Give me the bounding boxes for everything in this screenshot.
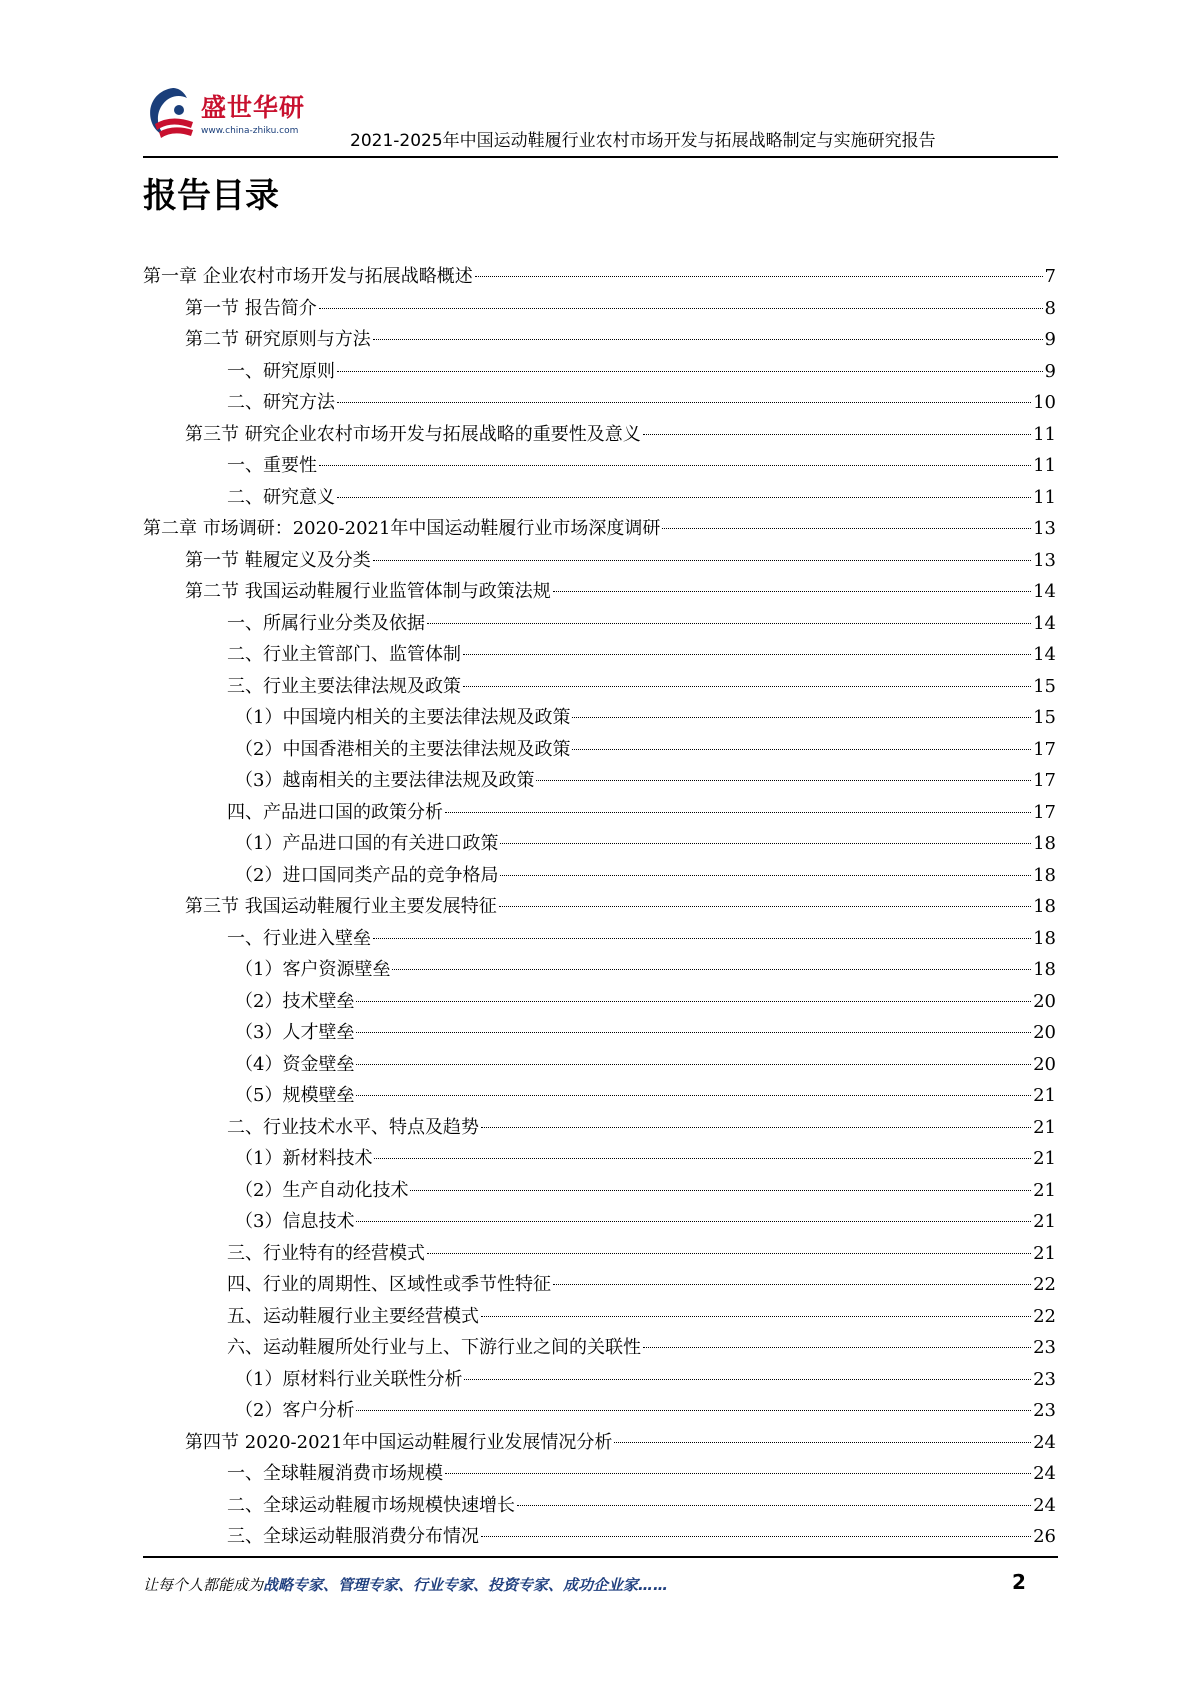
toc-entry-page: 21 [1033, 1148, 1056, 1169]
toc-entry[interactable] [143, 1206, 1056, 1238]
toc-entry[interactable] [143, 1143, 1056, 1175]
header-divider [143, 156, 1058, 158]
toc-entry-page: 23 [1033, 1368, 1056, 1390]
toc-entry-title: 第二节 我国运动鞋履行业监管体制与政策法规 [185, 581, 551, 602]
toc-entry[interactable] [143, 608, 1056, 640]
toc-entry[interactable] [143, 1395, 1056, 1427]
toc-dot-leader [373, 339, 1043, 340]
toc-entry-page: 15 [1033, 707, 1056, 728]
toc-dot-leader [553, 1284, 1031, 1285]
toc-dot-leader [662, 528, 1031, 529]
toc-entry-page: 18 [1033, 896, 1056, 917]
toc-dot-leader [536, 780, 1031, 781]
toc-entry-title: 第四节 2020-2021年中国运动鞋履行业发展情况分析 [185, 1431, 613, 1453]
toc-entry[interactable] [143, 1427, 1056, 1459]
toc-entry[interactable] [143, 954, 1056, 986]
toc-entry[interactable] [143, 1269, 1056, 1301]
company-logo [143, 84, 313, 146]
toc-entry[interactable] [143, 356, 1056, 388]
toc-dot-leader [572, 717, 1031, 718]
toc-dot-leader [356, 1221, 1031, 1222]
toc-dot-leader [427, 1253, 1031, 1254]
toc-entry-title: （2）客户分析 [235, 1400, 355, 1421]
toc-entry-page: 11 [1033, 455, 1056, 476]
toc-entry[interactable] [143, 450, 1056, 482]
toc-entry-title: （4）资金壁垒 [235, 1053, 355, 1075]
toc-entry[interactable] [143, 1175, 1056, 1207]
toc-entry-title: 一、所属行业分类及依据 [227, 612, 425, 634]
toc-entry[interactable] [143, 671, 1056, 703]
toc-entry[interactable] [143, 891, 1056, 923]
toc-entry-page: 24 [1033, 1431, 1056, 1453]
toc-entry-page: 23 [1033, 1400, 1056, 1421]
toc-dot-leader [356, 1064, 1031, 1065]
toc-dot-leader [463, 686, 1031, 687]
toc-entry-title: （2）中国香港相关的主要法律法规及政策 [235, 738, 571, 760]
toc-heading: 报告目录 [143, 176, 279, 216]
toc-entry-page: 21 [1033, 1116, 1056, 1138]
toc-entry-title: 二、研究意义 [227, 486, 335, 508]
toc-dot-leader [445, 1473, 1031, 1474]
toc-dot-leader [373, 938, 1031, 939]
toc-entry-title: （2）进口国同类产品的竞争格局 [235, 864, 499, 886]
toc-dot-leader [410, 1190, 1031, 1191]
toc-entry-page: 18 [1033, 864, 1056, 886]
toc-entry-page: 17 [1033, 770, 1056, 791]
toc-entry-page: 11 [1033, 486, 1056, 508]
toc-entry[interactable] [143, 545, 1056, 577]
toc-entry-page: 14 [1033, 644, 1056, 665]
toc-entry-title: 第三节 研究企业农村市场开发与拓展战略的重要性及意义 [185, 423, 641, 445]
toc-entry-page: 17 [1033, 801, 1056, 823]
toc-entry-title: 四、行业的周期性、区域性或季节性特征 [227, 1274, 551, 1295]
toc-dot-leader [319, 465, 1031, 466]
footer-slogan-highlight: 战略专家、管理专家、行业专家、投资专家、成功企业家…… [263, 1576, 669, 1594]
footer-slogan [143, 1574, 668, 1595]
toc-entry-page: 22 [1033, 1274, 1056, 1295]
toc-entry-page: 26 [1033, 1526, 1056, 1547]
toc-entry-page: 21 [1033, 1242, 1056, 1264]
toc-dot-leader [392, 969, 1031, 970]
toc-entry[interactable] [143, 860, 1056, 892]
toc-entry-page: 7 [1044, 266, 1056, 287]
toc-entry-page: 9 [1044, 360, 1056, 382]
report-title: 2021-2025年中国运动鞋履行业农村市场开发与拓展战略制定与实施研究报告 [350, 131, 936, 151]
toc-entry-title: 第一章 企业农村市场开发与拓展战略概述 [143, 266, 473, 287]
toc-dot-leader [481, 1316, 1031, 1317]
toc-entry-page: 24 [1033, 1494, 1056, 1516]
toc-entry[interactable] [143, 513, 1056, 545]
toc-dot-leader [337, 497, 1031, 498]
toc-entry-title: 二、行业主管部门、监管体制 [227, 644, 461, 665]
toc-entry-page: 20 [1033, 990, 1056, 1012]
toc-entry[interactable] [143, 828, 1056, 860]
toc-entry-title: （5）规模壁垒 [235, 1085, 355, 1106]
toc-entry[interactable] [143, 576, 1056, 608]
toc-entry[interactable] [143, 1364, 1056, 1396]
toc-entry[interactable] [143, 1080, 1056, 1112]
toc-entry-title: 第一节 报告简介 [185, 297, 317, 319]
toc-entry-title: （3）人才壁垒 [235, 1022, 355, 1043]
toc-entry[interactable] [143, 639, 1056, 671]
toc-entry[interactable] [143, 765, 1056, 797]
toc-dot-leader [643, 434, 1031, 435]
toc-entry-title: 一、重要性 [227, 455, 317, 476]
toc-entry-page: 18 [1033, 959, 1056, 980]
toc-entry[interactable] [143, 923, 1056, 955]
toc-entry-page: 21 [1033, 1085, 1056, 1106]
toc-entry[interactable] [143, 1521, 1056, 1553]
toc-entry[interactable] [143, 1490, 1056, 1522]
toc-entry-title: （2）技术壁垒 [235, 990, 355, 1012]
toc-dot-leader [427, 623, 1031, 624]
toc-entry[interactable] [143, 986, 1056, 1018]
toc-entry-title: 二、全球运动鞋履市场规模快速增长 [227, 1494, 515, 1516]
toc-dot-leader [481, 1536, 1031, 1537]
toc-entry[interactable] [143, 324, 1056, 356]
toc-entry-title: 四、产品进口国的政策分析 [227, 801, 443, 823]
toc-entry[interactable] [143, 387, 1056, 419]
toc-dot-leader [319, 308, 1043, 309]
toc-dot-leader [500, 843, 1031, 844]
toc-entry-title: 一、行业进入壁垒 [227, 927, 371, 949]
toc-entry[interactable] [143, 734, 1056, 766]
page-number: 2 [1012, 1570, 1026, 1594]
toc-entry[interactable] [143, 1332, 1056, 1364]
toc-entry-title: （1）产品进口国的有关进口政策 [235, 833, 499, 854]
toc-entry-title: 三、全球运动鞋服消费分布情况 [227, 1526, 479, 1547]
toc-entry[interactable] [143, 702, 1056, 734]
toc-entry-title: 第一节 鞋履定义及分类 [185, 549, 371, 571]
toc-entry-page: 11 [1033, 423, 1056, 445]
footer-slogan-prefix: 让每个人都能成为 [143, 1576, 264, 1594]
toc-dot-leader [517, 1505, 1031, 1506]
toc-dot-leader [475, 276, 1043, 277]
toc-dot-leader [572, 749, 1031, 750]
toc-entry-title: 五、运动鞋履行业主要经营模式 [227, 1305, 479, 1327]
toc-dot-leader [499, 906, 1031, 907]
toc-dot-leader [356, 1032, 1031, 1033]
toc-dot-leader [356, 1095, 1031, 1096]
toc-entry-page: 20 [1033, 1022, 1056, 1043]
toc-entry-title: （1）中国境内相关的主要法律法规及政策 [235, 707, 571, 728]
toc-entry[interactable] [143, 1049, 1056, 1081]
toc-entry-page: 17 [1033, 738, 1056, 760]
toc-entry[interactable] [143, 1458, 1056, 1490]
toc-entry-page: 24 [1033, 1463, 1056, 1484]
toc-entry-title: 第二章 市场调研：2020-2021年中国运动鞋履行业市场深度调研 [143, 518, 661, 539]
toc-entry-title: 三、行业特有的经营模式 [227, 1242, 425, 1264]
toc-entry-title: （1）原材料行业关联性分析 [235, 1368, 463, 1390]
toc-entry-title: （1）客户资源壁垒 [235, 959, 391, 980]
table-of-contents [143, 261, 1056, 1553]
toc-dot-leader [373, 560, 1031, 561]
toc-entry-title: 六、运动鞋履所处行业与上、下游行业之间的关联性 [227, 1337, 641, 1358]
toc-entry[interactable] [143, 1017, 1056, 1049]
toc-entry-page: 9 [1044, 329, 1056, 350]
toc-entry[interactable] [143, 1301, 1056, 1333]
toc-dot-leader [481, 1127, 1031, 1128]
toc-entry-page: 13 [1033, 549, 1056, 571]
toc-entry-title: （2）生产自动化技术 [235, 1179, 409, 1201]
toc-entry-page: 13 [1033, 518, 1056, 539]
toc-entry[interactable] [143, 261, 1056, 293]
toc-entry-page: 23 [1033, 1337, 1056, 1358]
toc-entry[interactable] [143, 797, 1056, 829]
toc-entry[interactable] [143, 1112, 1056, 1144]
toc-entry-page: 10 [1033, 392, 1056, 413]
toc-entry-page: 20 [1033, 1053, 1056, 1075]
toc-entry-page: 15 [1033, 675, 1056, 697]
toc-entry[interactable] [143, 1238, 1056, 1270]
toc-dot-leader [500, 875, 1031, 876]
toc-dot-leader [356, 1001, 1031, 1002]
toc-entry[interactable] [143, 482, 1056, 514]
toc-dot-leader [374, 1158, 1031, 1159]
toc-dot-leader [337, 371, 1043, 372]
page-header [0, 0, 1191, 160]
toc-entry-title: 第三节 我国运动鞋履行业主要发展特征 [185, 896, 497, 917]
toc-entry-title: （3）越南相关的主要法律法规及政策 [235, 770, 535, 791]
toc-dot-leader [614, 1442, 1031, 1443]
toc-entry-page: 21 [1033, 1211, 1056, 1232]
toc-entry-title: 一、全球鞋履消费市场规模 [227, 1463, 443, 1484]
toc-entry-title: （1）新材料技术 [235, 1148, 373, 1169]
toc-entry-title: 三、行业主要法律法规及政策 [227, 675, 461, 697]
toc-entry-title: 二、研究方法 [227, 392, 335, 413]
toc-dot-leader [445, 812, 1031, 813]
toc-entry-page: 18 [1033, 927, 1056, 949]
toc-entry-title: 二、行业技术水平、特点及趋势 [227, 1116, 479, 1138]
logo-emblem-icon [143, 84, 203, 144]
toc-dot-leader [356, 1410, 1031, 1411]
toc-entry-page: 14 [1033, 612, 1056, 634]
toc-dot-leader [463, 654, 1031, 655]
toc-dot-leader [337, 402, 1031, 403]
toc-entry[interactable] [143, 419, 1056, 451]
footer-divider [143, 1556, 1058, 1558]
toc-dot-leader [553, 591, 1031, 592]
toc-entry-page: 21 [1033, 1179, 1056, 1201]
logo-url: www.china-zhiku.com [201, 126, 299, 136]
toc-entry-page: 8 [1044, 297, 1056, 319]
toc-entry-title: 第二节 研究原则与方法 [185, 329, 371, 350]
toc-entry[interactable] [143, 293, 1056, 325]
toc-entry-title: 一、研究原则 [227, 360, 335, 382]
toc-dot-leader [643, 1347, 1031, 1348]
logo-text: 盛世华研 [201, 93, 306, 122]
toc-entry-page: 22 [1033, 1305, 1056, 1327]
toc-entry-page: 14 [1033, 581, 1056, 602]
toc-entry-page: 18 [1033, 833, 1056, 854]
toc-entry-title: （3）信息技术 [235, 1211, 355, 1232]
toc-dot-leader [464, 1379, 1031, 1380]
